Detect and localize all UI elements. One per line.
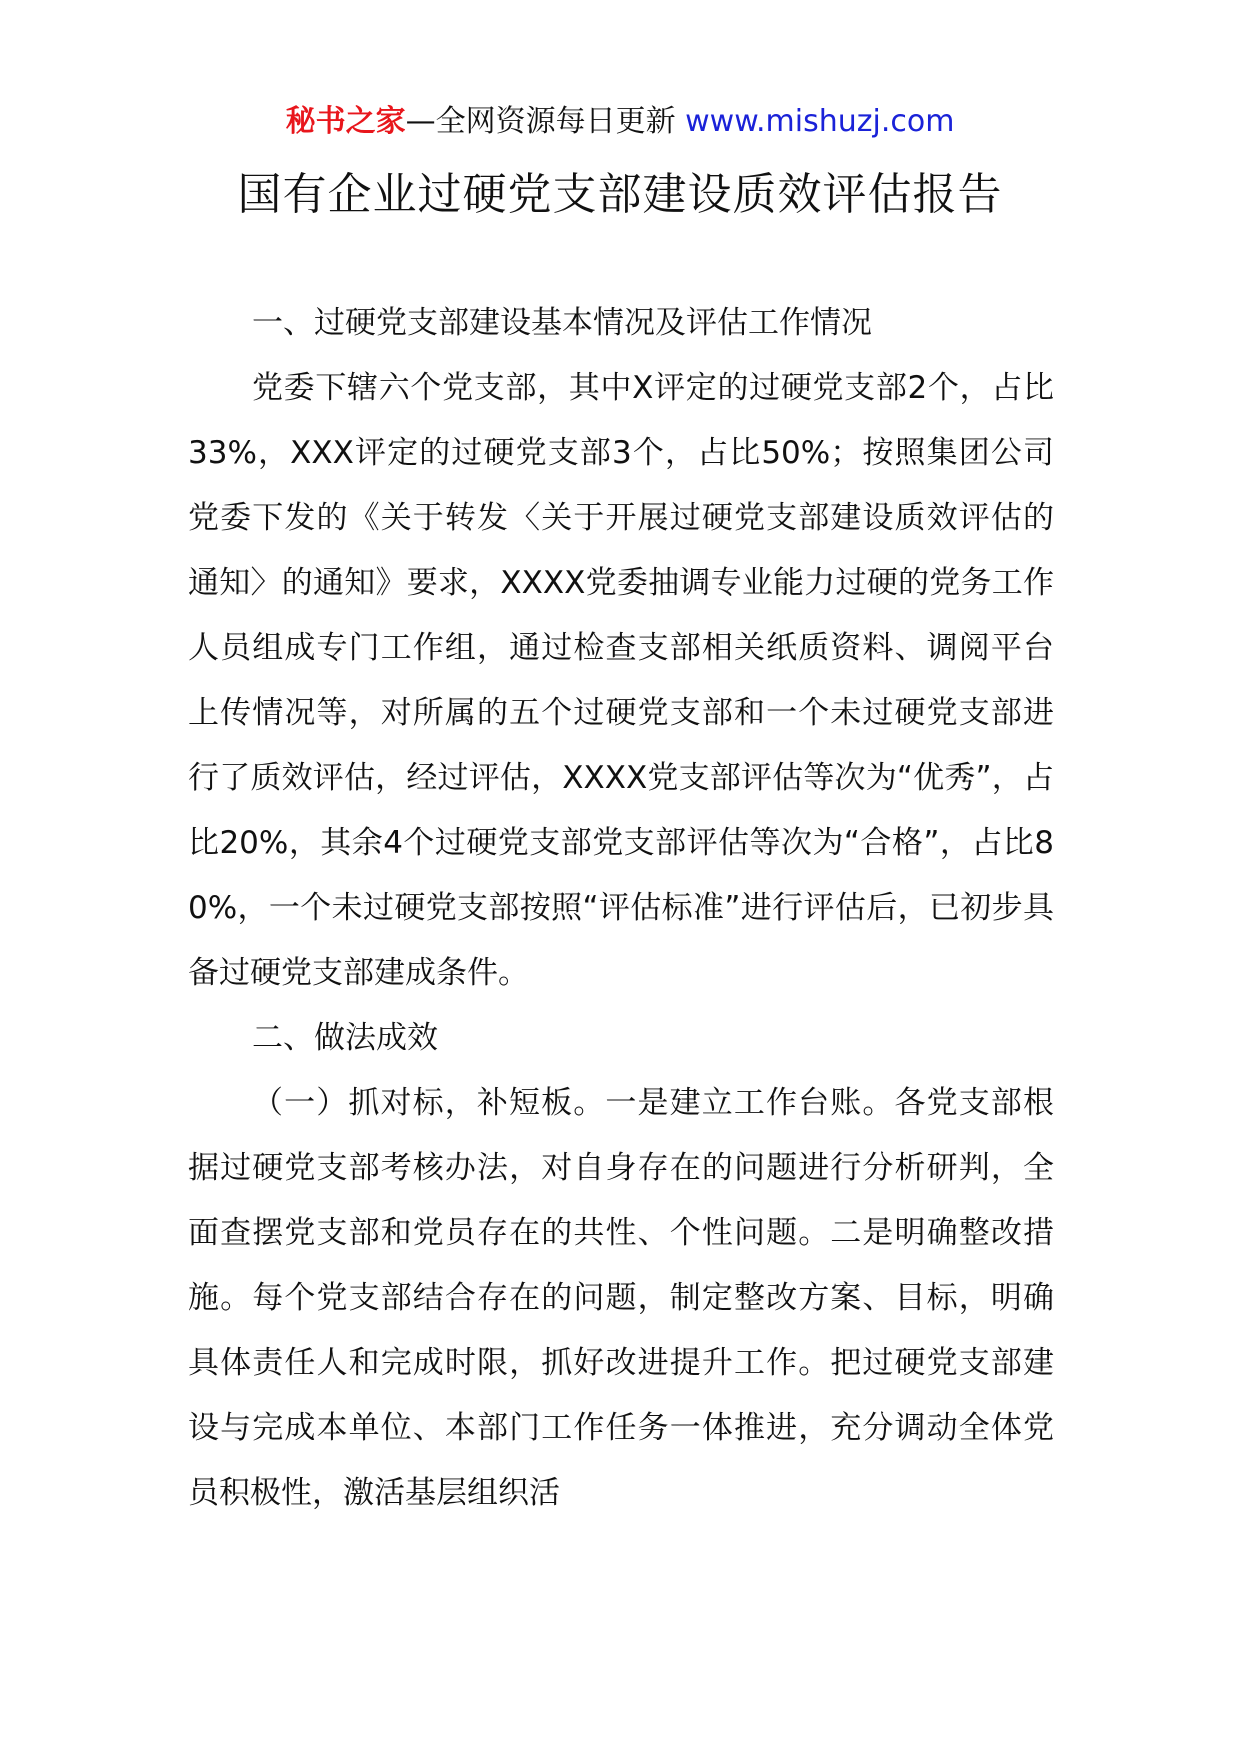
brand-name: 秘书之家 (285, 104, 406, 139)
section-2-paragraph-1: （一）抓对标，补短板。一是建立工作台账。各党支部根据过硬党支部考核办法，对自身存在的问题进行分析研判，全面查摆党支部和党员存在的共性、个性问题。二是明确整改措施。每个党支部结合存在的问题，制定整改方案、目标，明确具体责任人和完成时限，抓好改进提升工作。把过硬党支部建设与完成本单位、本部门工作任务一体推进，充分调动全体党员积极性，激活基层组织活 (188, 1085, 1054, 1511)
section-1-paragraph-1: 党委下辖六个党支部，其中X评定的过硬党支部2个，占比33%，XXX评定的过硬党支部3个，占比50%；按照集团公司党委下发的《关于转发〈关于开展过硬党支部建设质效评估的通知〉的通知》要求，XXXX党委抽调专业能力过硬的党务工作人员组成专门工作组，通过检查支部相关纸质资料、调阅平台上传情况等，对所属的五个过硬党支部和一个未过硬党支部进行了质效评估，经过评估，XXXX党支部评估等次为“优秀”，占比20%，其余4个过硬党支部党支部评估等次为“合格”，占比80%，一个未过硬党支部按照“评估标准”进行评估后，已初步具备过硬党支部建成条件。 (188, 370, 1054, 991)
site-link[interactable]: www.mishuzj.com (685, 104, 955, 139)
section-heading-1: 一、过硬党支部建设基本情况及评估工作情况 (252, 305, 872, 341)
document-body (188, 291, 1054, 1526)
section-heading-2: 二、做法成效 (252, 1020, 438, 1056)
site-header (0, 100, 1240, 144)
page-title: 国有企业过硬党支部建设质效评估报告 (237, 169, 1003, 220)
header-slogan: —全网资源每日更新 (405, 104, 686, 139)
